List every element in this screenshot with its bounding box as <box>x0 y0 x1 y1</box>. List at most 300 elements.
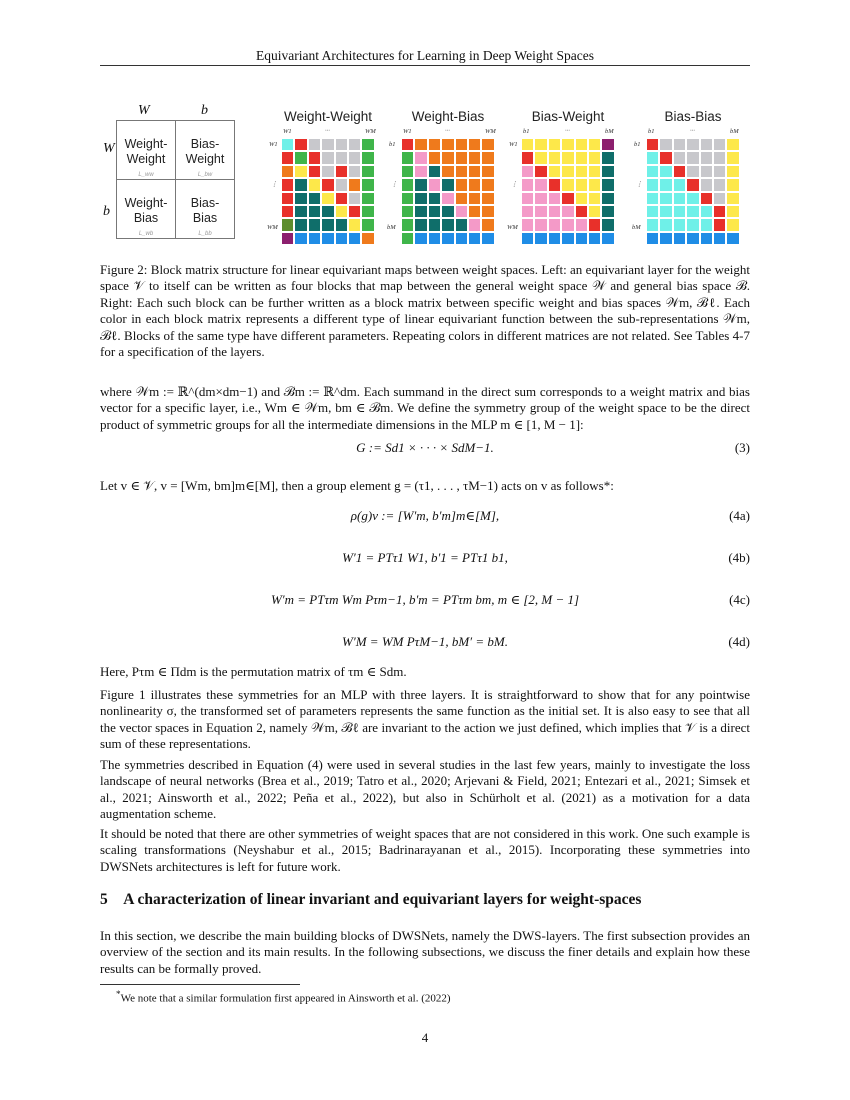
equation-4d-body: W′M = WM PτM−1, bM′ = bM. <box>342 634 508 649</box>
matrix-3-cell <box>713 205 726 218</box>
matrix-2-cell <box>548 205 561 218</box>
block-weight-weight <box>116 120 176 180</box>
matrix-0-cell <box>335 138 348 151</box>
matrix-0-cell <box>348 232 361 245</box>
matrix-2-cell <box>575 232 588 245</box>
matrix-title-0: Weight-Weight <box>283 109 373 124</box>
matrix-1-top-left: W1 <box>403 128 412 135</box>
matrix-0-cell <box>294 138 307 151</box>
matrix-0-cell <box>335 165 348 178</box>
block-wb-line2: Bias <box>133 211 159 225</box>
matrix-0-top-right: WM <box>365 128 376 135</box>
matrix-3-cell <box>713 232 726 245</box>
matrix-0-cell <box>294 151 307 164</box>
matrix-1-cell <box>481 165 494 178</box>
matrix-0-cell <box>335 205 348 218</box>
matrix-2-cell <box>521 165 534 178</box>
matrix-0-cell <box>308 218 321 231</box>
equation-4b-body: W′1 = PTτ1 W1, b′1 = PTτ1 b1, <box>342 550 508 565</box>
matrix-1-cell <box>441 165 454 178</box>
matrix-0-cell <box>348 178 361 191</box>
matrix-2-side-dots: ⋮ <box>511 181 518 188</box>
matrix-0-side-dots: ⋮ <box>271 181 278 188</box>
matrix-1-cell <box>414 205 427 218</box>
matrix-0-cell <box>335 218 348 231</box>
matrix-1-cell <box>468 232 481 245</box>
matrix-3-cell <box>659 192 672 205</box>
matrix-1-cell <box>468 151 481 164</box>
matrix-2-cell <box>601 151 614 164</box>
matrix-0-cell <box>335 178 348 191</box>
matrix-0-cell <box>348 218 361 231</box>
matrix-2-cell <box>601 218 614 231</box>
matrix-3-cell <box>713 151 726 164</box>
matrix-title-1: Weight-Bias <box>411 109 485 124</box>
matrix-3-cell <box>673 218 686 231</box>
footnote-text: We note that a similar formulation first appeared in Ainsworth et al. (2022) <box>120 992 451 1005</box>
matrix-3-cell <box>726 151 739 164</box>
matrix-3-cell <box>673 205 686 218</box>
matrix-0-cell <box>361 218 374 231</box>
matrix-3-cell <box>686 218 699 231</box>
matrix-0-cell <box>308 151 321 164</box>
matrix-1-cell <box>401 192 414 205</box>
block-ww-sub: L_ww <box>138 172 154 178</box>
matrix-1-cell <box>441 178 454 191</box>
matrix-3-cell <box>713 138 726 151</box>
matrix-3-cell <box>700 178 713 191</box>
footnote <box>116 989 746 1005</box>
matrix-2-cell <box>548 218 561 231</box>
matrix-1-cell <box>401 165 414 178</box>
matrix-1-cell <box>428 232 441 245</box>
matrix-3-cell <box>673 192 686 205</box>
matrix-0-cell <box>281 232 294 245</box>
matrix-2-cell <box>601 178 614 191</box>
matrix-0-cell <box>361 205 374 218</box>
matrix-1-cell <box>414 232 427 245</box>
matrix-3-cell <box>686 232 699 245</box>
matrix-1-cell <box>468 138 481 151</box>
matrix-1-cell <box>455 232 468 245</box>
matrix-1-cell <box>401 205 414 218</box>
matrix-0-cell <box>348 205 361 218</box>
matrix-2-cell <box>521 192 534 205</box>
matrix-1-side-dots: ⋮ <box>391 181 398 188</box>
matrix-2-cell <box>534 232 547 245</box>
equation-4c <box>100 592 750 610</box>
matrix-3-cell <box>659 165 672 178</box>
matrix-1-cell <box>455 178 468 191</box>
block-bw-line2: Weight <box>185 152 225 166</box>
matrix-3-cell <box>686 205 699 218</box>
matrix-3-cell <box>673 178 686 191</box>
matrix-3-cell <box>659 218 672 231</box>
matrix-2-cell <box>601 205 614 218</box>
matrix-2-cell <box>588 232 601 245</box>
paragraph-6: It should be noted that there are other symmetries of weight spaces that are not considered in this work. One such example is scaling transformations (Neyshabur et al., 2015; Badrinarayanan et al., 2015). Incorporating these symmetries into DWSNets architectures is left for future work. <box>100 826 750 874</box>
matrix-0-cell <box>348 192 361 205</box>
row-label-w: W <box>103 141 115 156</box>
matrix-2-cell <box>534 178 547 191</box>
matrix-1-cell <box>441 205 454 218</box>
matrix-2-top-dots: ··· <box>565 127 570 134</box>
matrix-2-cell <box>534 165 547 178</box>
matrix-1-cell <box>428 205 441 218</box>
matrix-0-top-left: W1 <box>283 128 292 135</box>
equation-4c-number: (4c) <box>729 592 750 607</box>
matrix-3-cell <box>713 165 726 178</box>
matrix-3-cell <box>659 138 672 151</box>
matrix-2-cell <box>575 205 588 218</box>
matrix-3-cell <box>700 151 713 164</box>
matrix-3-side-dots: ⋮ <box>636 181 643 188</box>
matrix-2-cell <box>548 165 561 178</box>
matrix-0-cell <box>348 165 361 178</box>
matrix-3-cell <box>686 192 699 205</box>
matrix-3-side-bottom: bM <box>632 224 641 231</box>
paragraph-1: where 𝒲m := ℝ^(dm×dm−1) and ℬm := ℝ^dm. Each summand in the direct sum corresponds to a weight matrix and bias vector for a specific layer, i.e., Wm ∈ 𝒲m, bm ∈ ℬm. We define the symmetry group of the weight space to be the direct product of symmetric groups for all the intermediate dimensions in the MLP m ∈ [1, M − 1]: <box>100 384 750 432</box>
matrix-0-cell <box>308 178 321 191</box>
matrix-2-side-bottom: WM <box>507 224 518 231</box>
matrix-2-cell <box>588 205 601 218</box>
matrix-2-cell <box>521 218 534 231</box>
matrix-1-cell <box>401 178 414 191</box>
matrix-1-cell <box>468 218 481 231</box>
matrix-1-cell <box>428 165 441 178</box>
matrix-2-cell <box>561 232 574 245</box>
matrix-2-cell <box>561 192 574 205</box>
matrix-2-cell <box>601 138 614 151</box>
matrix-1-cell <box>455 151 468 164</box>
equation-4c-body: W′m = PTτm Wm Pτm−1, b′m = PTτm bm, m ∈ [2, M − 1] <box>270 592 580 607</box>
matrix-0-cell <box>321 151 334 164</box>
matrix-3-cell <box>700 218 713 231</box>
section-heading <box>100 891 750 909</box>
matrix-3-cell <box>646 165 659 178</box>
figure-caption: Figure 2: Block matrix structure for linear equivariant maps between weight spaces. Left: an equivariant layer for the weight space 𝒱 to itself can be written as four blocks that map between the general weight space 𝒲 and general bias space ℬ. Right: Each such block can be further written as a block matrix between specific weight and bias spaces 𝒲m, ℬℓ. Each color in each block matrix represents a different type of linear equivariant function between the sub-representations 𝒲m, ℬℓ. Blocks of the same type have different parameters. Repeating colors in different matrices are not related. See Tables 4-7 for a specification of the layers. <box>100 262 750 360</box>
matrix-2-cell <box>521 138 534 151</box>
equation-4a-number: (4a) <box>729 508 750 523</box>
matrix-2-cell <box>588 151 601 164</box>
matrix-0-cell <box>308 192 321 205</box>
matrix-1-cell <box>428 151 441 164</box>
matrix-2-cell <box>601 192 614 205</box>
matrix-1-cell <box>401 232 414 245</box>
page-number: 4 <box>421 1030 429 1045</box>
matrix-2-cell <box>521 178 534 191</box>
matrix-3-cell <box>673 165 686 178</box>
block-bw-line1: Bias- <box>190 137 220 151</box>
block-bias-weight <box>175 120 235 180</box>
matrix-0-cell <box>335 151 348 164</box>
matrix-3-cell <box>726 138 739 151</box>
matrix-0-cell <box>308 165 321 178</box>
paragraph-3: Here, Pτm ∈ Πdm is the permutation matrix of τm ∈ Sdm. <box>100 664 407 679</box>
matrix-0-cell <box>321 178 334 191</box>
matrix-3-side-top: b1 <box>634 141 641 148</box>
matrix-3-cell <box>726 218 739 231</box>
equation-4d-number: (4d) <box>728 634 750 649</box>
matrix-1-cell <box>481 232 494 245</box>
matrix-3-top-left: b1 <box>648 128 655 135</box>
matrix-1-cell <box>414 138 427 151</box>
equation-4b <box>100 550 750 568</box>
matrix-3-cell <box>686 178 699 191</box>
matrix-3-cell <box>646 232 659 245</box>
paragraph-4: Figure 1 illustrates these symmetries for an MLP with three layers. It is straightforward to show that for any pointwise nonlinearity σ, the transformed set of parameters represents the same function as the initial set. It is also easy to see that all the vector spaces in Equation 2, namely 𝒲m, ℬℓ are invariant to the action we just defined, which implies that 𝒱 is a direct sum of these representations. <box>100 687 750 752</box>
matrix-1-cell <box>428 138 441 151</box>
matrix-1-cell <box>455 205 468 218</box>
matrix-title-2: Bias-Weight <box>531 109 605 124</box>
matrix-3-cell <box>686 165 699 178</box>
matrix-2-cell <box>588 192 601 205</box>
matrix-0-cell <box>294 218 307 231</box>
matrix-2-cell <box>561 138 574 151</box>
matrix-1-top-right: WM <box>485 128 496 135</box>
header-rule <box>100 65 750 66</box>
block-ww-line2: Weight <box>126 152 166 166</box>
matrix-1-cell <box>414 151 427 164</box>
matrix-1-top-dots: ··· <box>445 127 450 134</box>
matrix-2-cell <box>588 178 601 191</box>
matrix-0-cell <box>321 165 334 178</box>
matrix-0-cell <box>281 192 294 205</box>
matrix-1-cell <box>401 138 414 151</box>
matrix-0-cell <box>294 192 307 205</box>
matrix-3-cell <box>673 138 686 151</box>
matrix-0-cell <box>308 232 321 245</box>
matrix-3-cell <box>726 205 739 218</box>
equation-4a <box>100 508 750 526</box>
matrix-3-cell <box>646 151 659 164</box>
matrix-0-cell <box>281 205 294 218</box>
matrix-3-top-right: bM <box>730 128 739 135</box>
matrix-2-top-right: bM <box>605 128 614 135</box>
matrix-0-cell <box>361 138 374 151</box>
matrix-1-side-bottom: bM <box>387 224 396 231</box>
matrix-1-cell <box>468 165 481 178</box>
matrix-3-cell <box>700 205 713 218</box>
matrix-1-cell <box>401 151 414 164</box>
matrix-1-cell <box>441 138 454 151</box>
matrix-2-cell <box>534 192 547 205</box>
block-bw-sub: L_bw <box>197 172 213 178</box>
matrix-0-cell <box>281 151 294 164</box>
block-wb-line1: Weight- <box>124 196 168 210</box>
equation-4a-body: ρ(g)v := [W′m, b′m]m∈[M], <box>350 508 500 523</box>
matrix-2-cell <box>534 205 547 218</box>
matrix-1-cell <box>428 192 441 205</box>
section-number: 5 <box>100 891 108 908</box>
matrix-2-cell <box>588 138 601 151</box>
matrix-1-side-top: b1 <box>389 141 396 148</box>
matrix-0-cell <box>308 138 321 151</box>
block-bb-line2: Bias <box>192 211 218 225</box>
matrix-3-cell <box>700 192 713 205</box>
matrix-1-cell <box>481 218 494 231</box>
matrix-2-cell <box>548 178 561 191</box>
matrix-0-cell <box>294 232 307 245</box>
matrix-2-cell <box>588 165 601 178</box>
matrix-3-cell <box>659 151 672 164</box>
matrix-1-cell <box>441 218 454 231</box>
matrix-2-cell <box>548 232 561 245</box>
matrix-0-cell <box>348 138 361 151</box>
equation-3 <box>100 440 750 458</box>
matrix-1-cell <box>455 218 468 231</box>
matrix-2-cell <box>521 205 534 218</box>
matrix-0-cell <box>321 205 334 218</box>
matrix-3-cell <box>700 138 713 151</box>
block-bias-bias <box>175 179 235 239</box>
matrix-0-cell <box>321 232 334 245</box>
equation-4d <box>100 634 750 652</box>
matrix-2-top-left: b1 <box>523 128 530 135</box>
matrix-3-cell <box>686 151 699 164</box>
matrix-3-cell <box>726 192 739 205</box>
matrix-2-cell <box>534 138 547 151</box>
matrix-2-cell <box>575 192 588 205</box>
matrix-3-cell <box>713 192 726 205</box>
matrix-1-cell <box>428 218 441 231</box>
matrix-0-side-bottom: WM <box>267 224 278 231</box>
matrix-3-cell <box>700 232 713 245</box>
matrix-0-cell <box>335 232 348 245</box>
matrix-0-cell <box>321 138 334 151</box>
matrix-2-cell <box>601 165 614 178</box>
matrix-3-cell <box>659 205 672 218</box>
matrix-1-cell <box>481 192 494 205</box>
matrix-0-cell <box>348 151 361 164</box>
matrix-3-cell <box>713 178 726 191</box>
matrix-1-cell <box>455 165 468 178</box>
matrix-2-cell <box>548 192 561 205</box>
matrix-1-cell <box>468 178 481 191</box>
matrix-1-cell <box>441 232 454 245</box>
matrix-2-cell <box>575 165 588 178</box>
matrix-0-cell <box>361 165 374 178</box>
matrix-0-cell <box>361 232 374 245</box>
matrix-2-cell <box>575 151 588 164</box>
col-label-w: W <box>138 103 150 118</box>
matrix-1-cell <box>455 192 468 205</box>
matrix-3-cell <box>646 138 659 151</box>
matrix-2-cell <box>561 178 574 191</box>
block-wb-sub: L_wb <box>138 231 154 237</box>
matrix-3-cell <box>646 205 659 218</box>
matrix-1-cell <box>414 178 427 191</box>
matrix-1-cell <box>401 218 414 231</box>
matrix-0-cell <box>281 165 294 178</box>
block-ww-line1: Weight- <box>124 137 168 151</box>
matrix-1-cell <box>481 205 494 218</box>
matrix-2-cell <box>561 218 574 231</box>
paragraph-7: In this section, we describe the main building blocks of DWSNets, namely the DWS-layers. The first subsection provides an overview of the section and its main results. In the following subsections, we discuss the finer details and explain how these results can be formally proved. <box>100 928 750 976</box>
matrix-2-cell <box>548 151 561 164</box>
matrix-1-cell <box>481 178 494 191</box>
matrix-1-cell <box>455 138 468 151</box>
block-bb-sub: L_bb <box>198 231 212 237</box>
matrix-0-cell <box>308 205 321 218</box>
block-weight-bias <box>116 179 176 239</box>
matrix-0-cell <box>281 178 294 191</box>
matrix-2-cell <box>548 138 561 151</box>
matrix-2-cell <box>534 151 547 164</box>
matrix-3-cell <box>646 192 659 205</box>
matrix-0-cell <box>294 178 307 191</box>
matrix-2-cell <box>561 151 574 164</box>
equation-3-body: G := Sd1 × · · · × SdM−1. <box>356 440 494 455</box>
matrix-1-cell <box>414 192 427 205</box>
matrix-2-cell <box>521 151 534 164</box>
matrix-2-side-top: W1 <box>509 141 518 148</box>
matrix-0-cell <box>361 151 374 164</box>
matrix-3-cell <box>700 165 713 178</box>
matrix-1-cell <box>414 165 427 178</box>
matrix-2-cell <box>561 165 574 178</box>
matrix-0-top-dots: ··· <box>325 127 330 134</box>
matrix-3-cell <box>659 232 672 245</box>
matrix-0-cell <box>294 165 307 178</box>
matrix-3-cell <box>726 232 739 245</box>
matrix-3-cell <box>659 178 672 191</box>
matrix-3-cell <box>726 178 739 191</box>
col-label-b: b <box>201 103 208 118</box>
matrix-1-cell <box>481 151 494 164</box>
equation-4b-number: (4b) <box>728 550 750 565</box>
matrix-2-cell <box>575 218 588 231</box>
matrix-title-3: Bias-Bias <box>664 109 722 124</box>
matrix-2-cell <box>575 138 588 151</box>
matrix-1-cell <box>428 178 441 191</box>
matrix-2-cell <box>521 232 534 245</box>
matrix-1-cell <box>468 205 481 218</box>
matrix-3-cell <box>713 218 726 231</box>
matrix-1-cell <box>441 151 454 164</box>
matrix-0-cell <box>294 205 307 218</box>
block-bb-line1: Bias- <box>190 196 220 210</box>
matrix-3-cell <box>686 138 699 151</box>
footnote-rule <box>100 984 300 985</box>
matrix-1-cell <box>441 192 454 205</box>
footnote-mark: * <box>116 989 121 999</box>
matrix-2-cell <box>588 218 601 231</box>
matrix-3-cell <box>673 151 686 164</box>
matrix-3-cell <box>726 165 739 178</box>
section-title: A characterization of linear invariant and equivariant layers for weight-spaces <box>123 891 642 908</box>
matrix-1-cell <box>414 218 427 231</box>
running-header: Equivariant Architectures for Learning in Deep Weight Spaces <box>256 48 594 63</box>
row-label-b: b <box>103 204 110 219</box>
matrix-3-cell <box>646 218 659 231</box>
matrix-1-cell <box>481 138 494 151</box>
matrix-2-cell <box>561 205 574 218</box>
matrix-0-cell <box>321 218 334 231</box>
matrix-2-cell <box>534 218 547 231</box>
matrix-0-cell <box>361 192 374 205</box>
matrix-2-cell <box>601 232 614 245</box>
matrix-3-top-dots: ··· <box>690 127 695 134</box>
matrix-0-cell <box>281 138 294 151</box>
equation-3-number: (3) <box>734 440 750 455</box>
matrix-2-cell <box>575 178 588 191</box>
matrix-0-cell <box>281 218 294 231</box>
matrix-1-cell <box>468 192 481 205</box>
matrix-3-cell <box>646 178 659 191</box>
paragraph-5: The symmetries described in Equation (4) were used in several studies in the last few years, mainly to investigate the loss landscape of neural networks (Brea et al., 2019; Tatro et al., 2020; Arjevani & Field, 2021; Entezari et al., 2021; Simsek et al., 2021; Ainsworth et al., 2022; Peña et al., 2022), but also in Schürholt et al. (2021) as a motivation for a data augmentation scheme. <box>100 757 750 822</box>
matrix-0-cell <box>335 192 348 205</box>
